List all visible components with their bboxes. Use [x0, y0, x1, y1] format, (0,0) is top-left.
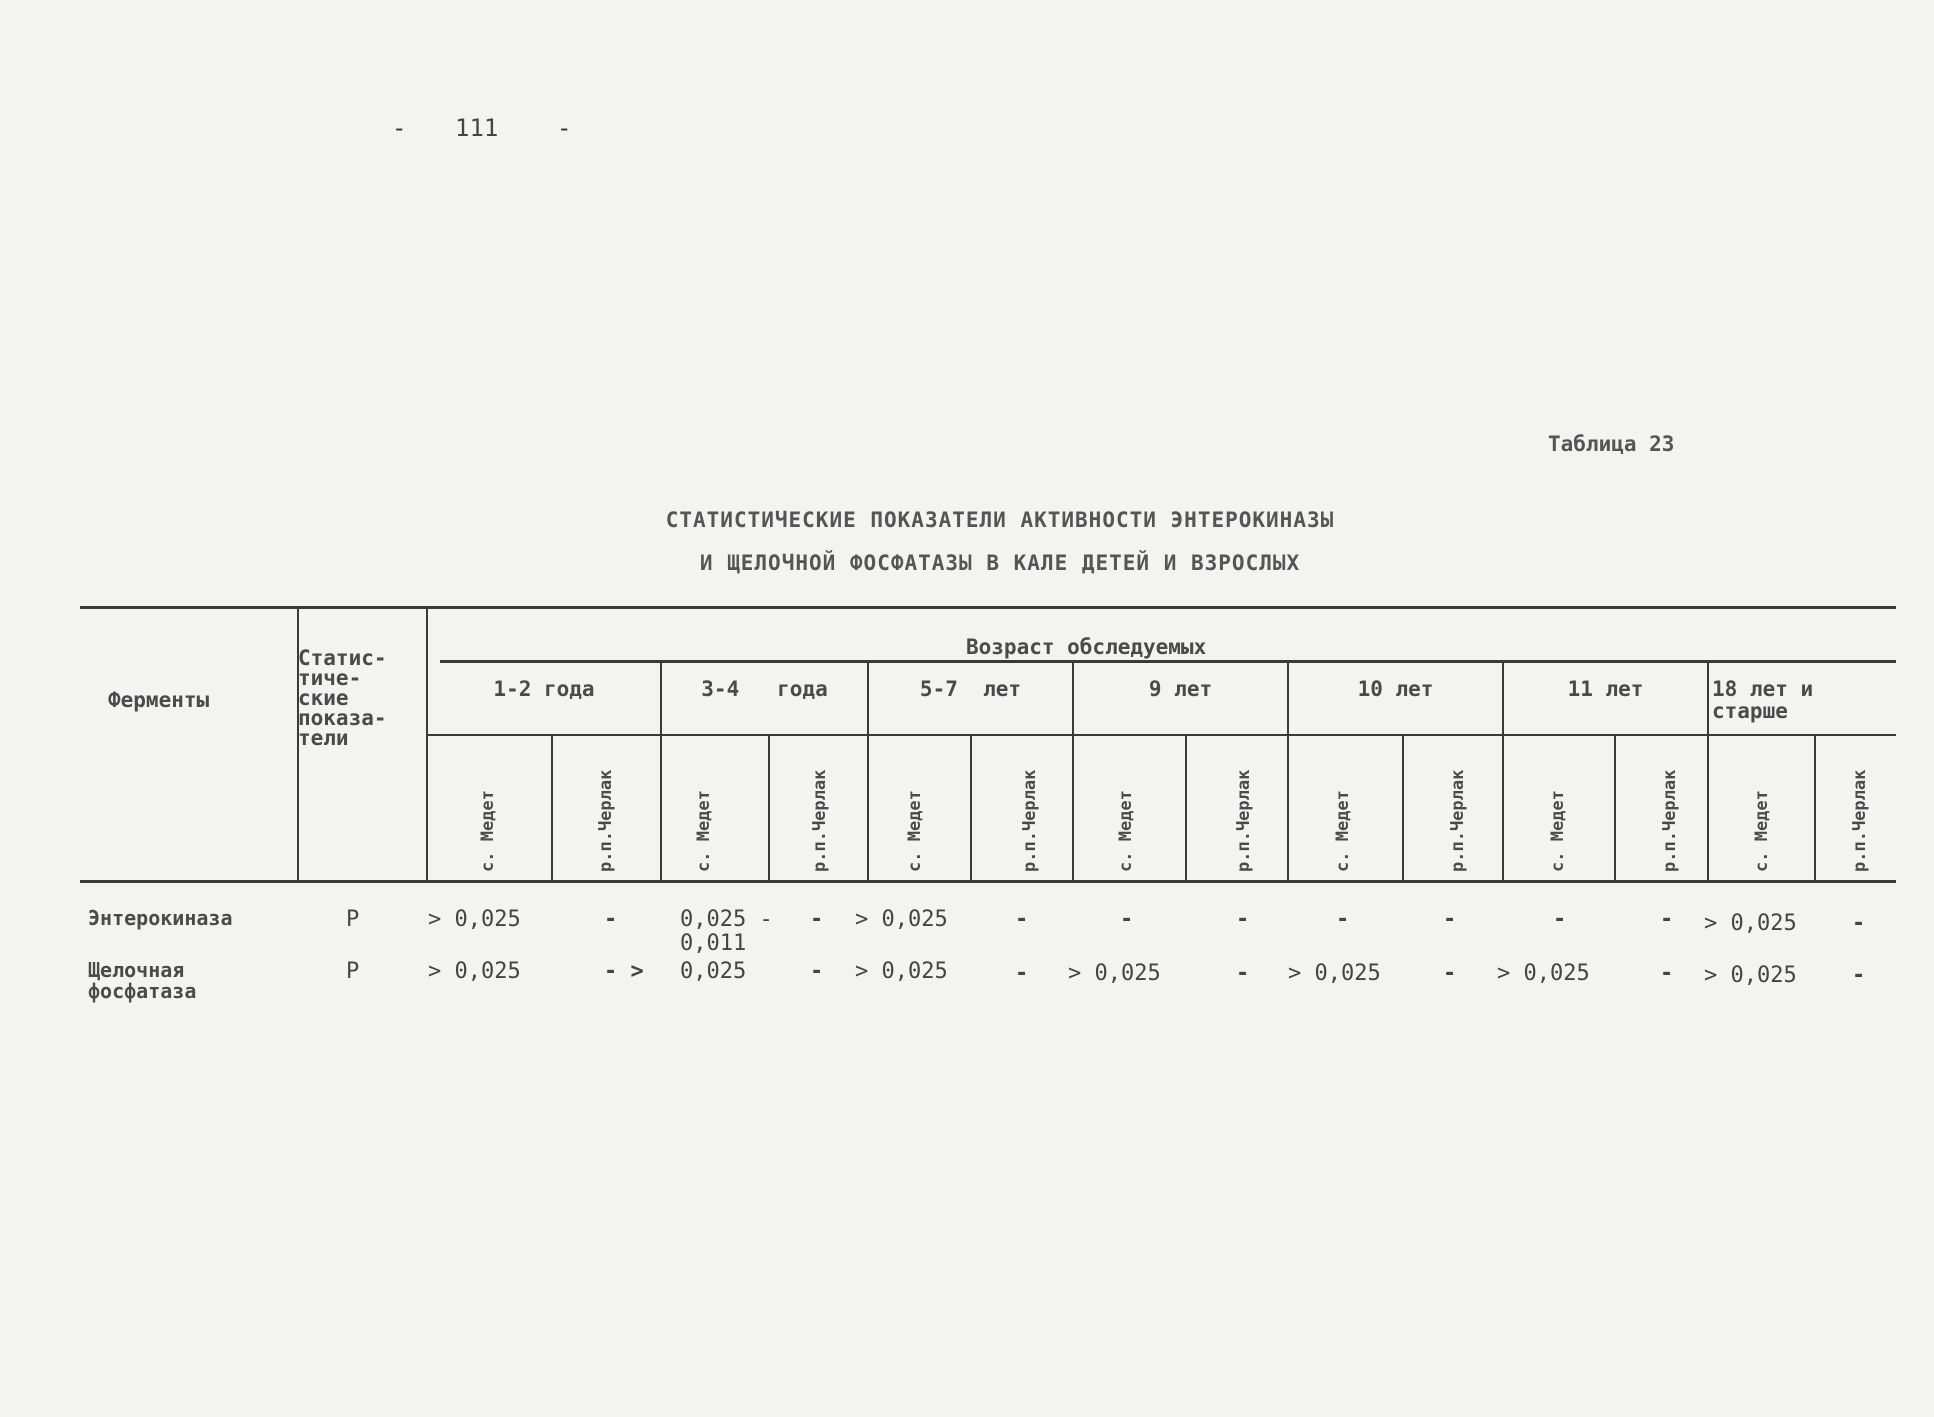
row-label-alkaline-phosphatase — [88, 960, 196, 1002]
subcol-cherlak: р.п.Черлак — [596, 769, 616, 872]
table-cell: - — [810, 959, 824, 984]
table-cell: > 0,025 — [1288, 961, 1381, 986]
subcol-cherlak: р.п.Черлак — [1020, 769, 1040, 872]
sub-divider — [1402, 736, 1404, 882]
table-cell: - — [1236, 907, 1250, 932]
page-number: 111 — [455, 114, 499, 142]
sub-divider — [1185, 736, 1187, 882]
header-stats-line: ские — [298, 686, 349, 710]
table-cell: - — [1660, 961, 1674, 986]
table-cell: - > — [604, 959, 644, 984]
subcol-medet: с. Медет — [1548, 790, 1568, 872]
age-group-3-4: 3-4 года — [701, 677, 828, 701]
table-cell: - — [1336, 907, 1350, 932]
row-label-line: Щелочная — [88, 958, 185, 982]
subcol-medet: с. Медет — [1752, 790, 1772, 872]
subcol-medet: с. Медет — [694, 790, 714, 872]
table-cell: > 0,025 — [855, 959, 948, 984]
table-cell: - — [1015, 961, 1029, 986]
header-stats-line: показа- — [298, 706, 387, 730]
subcol-cherlak: р.п.Черлак — [1234, 769, 1254, 872]
header-stats-line: тели — [298, 726, 349, 750]
table-cell: 0,025 - — [680, 907, 773, 932]
table-cell: > 0,025 — [1068, 961, 1161, 986]
subcol-medet: с. Медет — [478, 790, 498, 872]
header-stats-line: тиче- — [298, 666, 362, 690]
table-cell: > 0,025 — [428, 907, 521, 932]
header-stats — [298, 648, 387, 748]
table-cell: - — [1236, 961, 1250, 986]
table-top-rule — [80, 606, 1896, 609]
age-group-9: 9 лет — [1148, 677, 1213, 701]
table-cell: > 0,025 — [1497, 961, 1590, 986]
age-header-rule — [440, 660, 1896, 663]
subcol-cherlak: р.п.Черлак — [1448, 769, 1468, 872]
subcol-cherlak: р.п.Черлак — [1660, 769, 1680, 872]
age-group-5-7: 5-7 лет — [919, 677, 1022, 701]
header-bottom-rule — [80, 880, 1896, 883]
table-title-line-2: И ЩЕЛОЧНОЙ ФОСФАТАЗЫ В КАЛЕ ДЕТЕЙ И ВЗРОСЛЫХ — [699, 551, 1301, 575]
table-cell: - — [810, 907, 824, 932]
page-dash-left: - — [392, 114, 407, 142]
table-cell: - — [1660, 907, 1674, 932]
row-stat: Р — [346, 959, 360, 984]
age-group-1-2: 1-2 года — [493, 677, 595, 701]
table-cell: - — [1015, 907, 1029, 932]
header-stats-line: Статис- — [298, 646, 387, 670]
table-cell: - — [1443, 961, 1457, 986]
table-cell: > 0,025 — [428, 959, 521, 984]
sub-divider — [1814, 736, 1816, 882]
row-label-enterokinase: Энтерокиназа — [88, 906, 233, 930]
header-enzymes: Ферменты — [108, 688, 210, 712]
sub-divider — [551, 736, 553, 882]
subcol-medet: с. Медет — [905, 790, 925, 872]
col-divider-values — [426, 606, 428, 882]
table-cell: - — [1553, 907, 1567, 932]
age-group-11: 11 лет — [1567, 677, 1644, 701]
subcol-medet: с. Медет — [1116, 790, 1136, 872]
table-cell-extra: 0,011 — [680, 931, 747, 956]
subcol-medet: с. Медет — [1333, 790, 1353, 872]
table-cell: > 0,025 — [855, 907, 948, 932]
sub-divider — [1614, 736, 1616, 882]
table-cell: - — [1120, 907, 1134, 932]
age-group-18-plus: 18 лет и старше — [1712, 677, 1814, 723]
age-group-rule — [427, 734, 1896, 736]
sub-divider — [970, 736, 972, 882]
page-dash-right: - — [557, 114, 572, 142]
header-age: Возраст обследуемых — [966, 635, 1207, 659]
row-label-line: фосфатаза — [88, 979, 197, 1003]
table-title-line-1: СТАТИСТИЧЕСКИЕ ПОКАЗАТЕЛИ АКТИВНОСТИ ЭНТЕРОКИНАЗЫ — [665, 508, 1335, 532]
table-cell: 0,025 — [680, 959, 747, 984]
table-cell: - — [1852, 963, 1866, 988]
subcol-cherlak: р.п.Черлак — [1850, 769, 1870, 872]
table-cell: - — [1443, 907, 1457, 932]
age-divider — [1707, 660, 1709, 882]
subcol-cherlak: р.п.Черлак — [810, 769, 830, 872]
row-stat: Р — [346, 907, 360, 932]
table-label: Таблица 23 — [1548, 432, 1675, 456]
table-cell: - — [1852, 911, 1866, 936]
sub-divider — [768, 736, 770, 882]
table-cell: > 0,025 — [1704, 963, 1797, 988]
age-group-10: 10 лет — [1357, 677, 1434, 701]
table-cell: - — [604, 907, 618, 932]
table-cell: > 0,025 — [1704, 911, 1797, 936]
